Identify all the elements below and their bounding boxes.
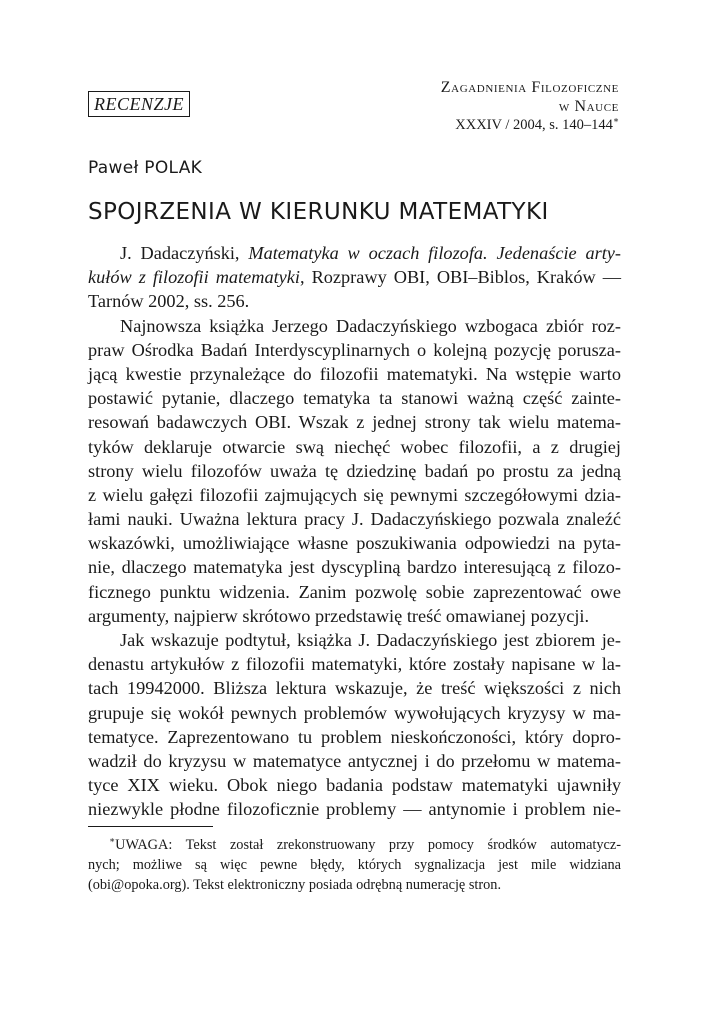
text-line xyxy=(88,628,621,652)
journal-header xyxy=(441,78,619,135)
text-segment: Jak wskazuje podtytuł, książka J. Dadaczyńskiego jest zbiorem je- xyxy=(120,630,621,650)
text-segment: tach 19942000. Bliższa lektura wskazuje, że treść większości z nich xyxy=(88,678,621,699)
text-segment: praw Ośrodka Badań Interdyscyplinarnych o kolejną pozycję porusza- xyxy=(88,339,621,360)
text-segment: strony wielu filozofów uważa tę dziedzinę badań po prostu za jedną xyxy=(88,460,621,481)
text-segment: argumenty, najpierw skrótowo przedstawię treść omawianej pozycji. xyxy=(88,605,590,626)
section-tag: RECENZJE xyxy=(88,91,190,117)
text-line xyxy=(88,797,621,821)
footnote-rule xyxy=(88,826,213,827)
text-line xyxy=(88,676,621,700)
text-line xyxy=(88,531,621,555)
text-segment: niezwykle płodne filozoficznie problemy — antynomie i problem nie- xyxy=(88,799,621,820)
text-segment: grupuje się wokół pewnych problemów wywołujących kryzysy w ma- xyxy=(88,702,621,723)
text-segment: łami nauki. Uważna lektura pracy J. Dadaczyńskiego pozwala znaleźć xyxy=(88,509,621,530)
text-segment: J. Dadaczyński, xyxy=(120,243,249,263)
footnote-line xyxy=(88,855,621,875)
italic-segment: Matematyka w oczach filozofa. Jedenaście arty- xyxy=(248,243,622,263)
text-line xyxy=(88,265,621,289)
text-line xyxy=(88,241,621,265)
text-segment: nie, dlaczego matematyka jest dyscypliną bardzo interesującą z filozo- xyxy=(88,557,621,578)
journal-name: Zagadnienia Filozoficzne xyxy=(440,79,619,96)
text-line xyxy=(88,338,621,362)
text-line xyxy=(88,749,621,773)
footnote-text: UWAGA: Tekst został zrekonstruowany przy pomocy środków automatycz- xyxy=(115,837,621,853)
text-segment: z wielu gałęzi filozofii zajmujących się pewnymi szczegółowymi dzia- xyxy=(88,484,621,505)
text-line xyxy=(88,507,621,531)
text-segment: tyków deklaruje otwarcie swą niechęć wobec filozofii, a z drugiej xyxy=(88,436,621,457)
paragraph xyxy=(88,241,621,314)
text-segment: denastu artykułów z filozofii matematyki, które zostały napisane w la- xyxy=(88,654,621,675)
text-segment: ficznego punktu widzenia. Zanim pozwolę sobie zaprezentować owe xyxy=(88,581,621,602)
text-line xyxy=(88,289,621,313)
journal-subtitle: w Nauce xyxy=(558,98,619,115)
text-segment: postawić pytanie, dlaczego tematyka ta stanowi ważną część zainte- xyxy=(88,388,621,409)
text-line xyxy=(88,773,621,797)
text-line xyxy=(88,701,621,725)
text-line xyxy=(88,362,621,386)
text-line xyxy=(88,604,621,628)
author-name: Paweł POLAK xyxy=(88,158,203,178)
issue-text: XXXIV / 2004, s. 140–144 xyxy=(455,117,613,133)
paragraph xyxy=(88,314,621,628)
footnote-marker: ∗ xyxy=(109,835,116,846)
text-line xyxy=(88,435,621,459)
text-line xyxy=(88,580,621,604)
issue-info xyxy=(441,116,619,135)
text-segment: wadził do kryzysu w matematyce antycznej i do przełomu w matema- xyxy=(88,750,621,771)
text-line xyxy=(88,652,621,676)
footnote-text: (obi@opoka.org). Tekst elektroniczny posiada odrębną numerację stron. xyxy=(88,877,502,893)
text-line xyxy=(88,725,621,749)
text-segment: Najnowsza książka Jerzego Dadaczyńskiego wzbogaca zbiór roz- xyxy=(120,315,621,336)
text-segment: resowań badawczych OBI. Wszak z jednej strony tak wielu matema- xyxy=(88,412,621,433)
text-line xyxy=(88,555,621,579)
text-segment: Tarnów 2002, ss. 256. xyxy=(88,291,250,312)
issue-marker: ∗ xyxy=(612,115,619,126)
footnote-text: nych; możliwe są więc pewne błędy, których sygnalizacja jest mile widziana xyxy=(88,857,621,873)
text-segment: tematyce. Zaprezentowano tu problem nieskończoności, który dopro- xyxy=(88,726,621,747)
article-title: SPOJRZENIA W KIERUNKU MATEMATYKI xyxy=(88,199,549,225)
text-segment: , Rozprawy OBI, OBI–Biblos, Kraków — xyxy=(300,267,621,288)
italic-segment: kułów z filozofii matematyki xyxy=(88,267,300,288)
text-line xyxy=(88,483,621,507)
text-line xyxy=(88,386,621,410)
footnote xyxy=(88,835,621,895)
footnote-line xyxy=(88,875,621,895)
text-line xyxy=(88,459,621,483)
text-line xyxy=(88,314,621,338)
footnote-line xyxy=(88,835,621,855)
text-segment: wskazówki, umożliwiające własne poszukiwania odpowiedzi na pyta- xyxy=(88,533,621,554)
article-body xyxy=(88,241,621,822)
text-segment: jącą kwestie przynależące do filozofii matematyki. Na wstępie warto xyxy=(88,363,621,384)
paragraph xyxy=(88,628,621,822)
text-line xyxy=(88,410,621,434)
text-segment: tyce XIX wieku. Obok niego badania podstaw matematyki ujawniły xyxy=(88,775,621,796)
